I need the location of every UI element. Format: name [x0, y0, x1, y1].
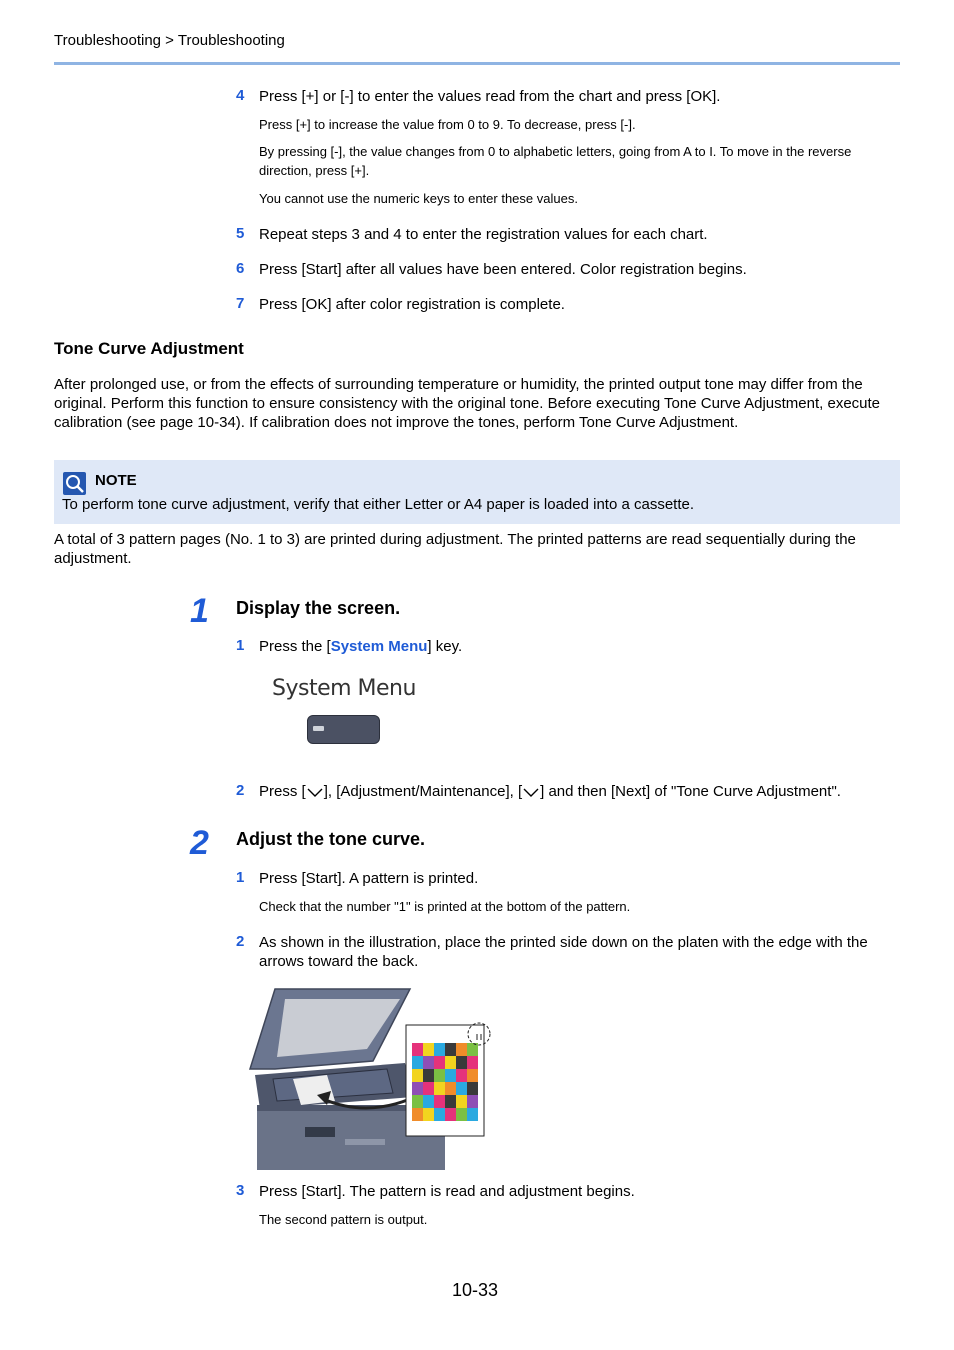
step-number: 6 — [236, 260, 245, 277]
note-box — [54, 460, 900, 524]
step-text: Press [ ], [Adjustment/Maintenance], [ ] and then [Next] of "Tone Curve Adjustment". — [259, 783, 841, 800]
section-title: Tone Curve Adjustment — [54, 339, 244, 358]
page-number: 10-33 — [452, 1280, 499, 1300]
step-number: 7 — [236, 295, 245, 312]
pattern-paragraph: A total of 3 pattern pages (No. 1 to 3) are printed during adjustment. The printed patterns are read sequentially during the adjustment. — [54, 531, 856, 567]
step-number: 1 — [236, 869, 245, 886]
major-step-title: Display the screen. — [236, 598, 401, 618]
step-number: 1 — [236, 637, 245, 654]
step-text: Press the [System Menu] key. — [259, 638, 463, 655]
step-number: 2 — [236, 782, 245, 799]
major-step-title: Adjust the tone curve. — [236, 829, 426, 849]
chevron-down-icon — [306, 785, 324, 799]
key-led-icon — [313, 726, 324, 731]
note-icon — [63, 472, 86, 495]
header-divider — [54, 62, 900, 65]
step-text: Press [Start] after all values have been entered. Color registration begins. — [259, 261, 747, 278]
step-text: As shown in the illustration, place the printed side down on the platen with the edge with the arrows toward the back. — [259, 934, 868, 970]
step-number: 2 — [236, 933, 245, 950]
step-note: Press [+] to increase the value from 0 to 9. To decrease, press [-]. — [259, 117, 636, 132]
step-text: Press [Start]. The pattern is read and adjustment begins. — [259, 1183, 635, 1200]
step-text: Press [OK] after color registration is complete. — [259, 296, 565, 313]
platen-illustration — [245, 987, 495, 1170]
system-menu-link[interactable]: System Menu — [330, 638, 428, 655]
step-text: Press [+] or [-] to enter the values read from the chart and press [OK]. — [259, 88, 721, 105]
note-text: To perform tone curve adjustment, verify that either Letter or A4 paper is loaded into a cassette. — [62, 496, 695, 513]
step-text: Press [Start]. A pattern is printed. — [259, 870, 479, 887]
system-menu-key[interactable] — [307, 715, 380, 744]
major-step-number: 1 — [190, 592, 209, 630]
step-note: By pressing [-], the value changes from 0 to alphabetic letters, going from A to I. To move in the reverse direction, press [+]. — [259, 144, 852, 178]
chevron-down-icon — [522, 785, 540, 799]
step-note: The second pattern is output. — [259, 1212, 428, 1227]
step-number: 3 — [236, 1182, 245, 1199]
step-number: 4 — [236, 87, 245, 104]
system-menu-key-label: System Menu — [272, 676, 416, 701]
step-note: Check that the number "1" is printed at the bottom of the pattern. — [259, 899, 631, 914]
step-text: Repeat steps 3 and 4 to enter the registration values for each chart. — [259, 226, 708, 243]
step-number: 5 — [236, 225, 245, 242]
major-step-number: 2 — [190, 824, 209, 862]
section-intro: After prolonged use, or from the effects of surrounding temperature or humidity, the printed output tone may differ from the original. Perform this function to ensure consistency with the original tone. Before executing Tone Curve Adjustment, execute calibration (see page 10-34). If calibration does not improve the tones, perform Tone Curve Adjustment. — [54, 376, 881, 431]
breadcrumb: Troubleshooting > Troubleshooting — [54, 32, 285, 49]
step-note: You cannot use the numeric keys to enter these values. — [259, 191, 578, 206]
color-pattern — [412, 1043, 478, 1121]
note-label: NOTE — [95, 472, 137, 489]
